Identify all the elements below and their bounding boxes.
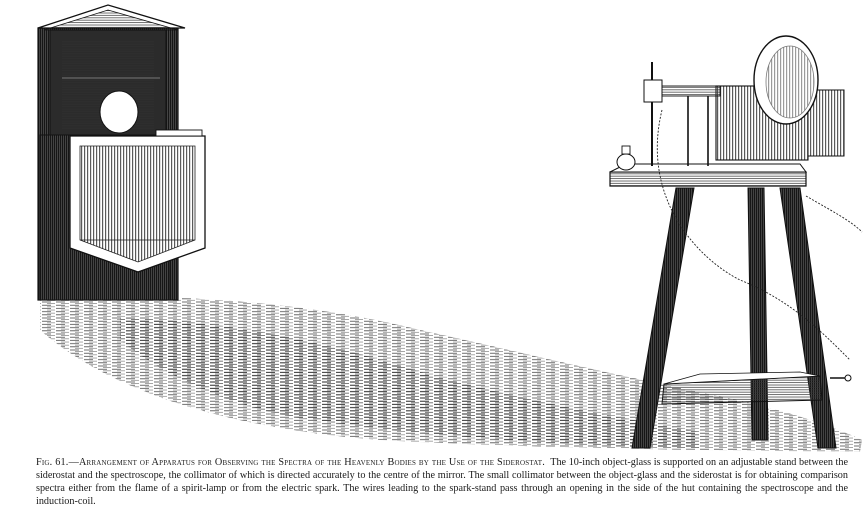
spirit-lamp: [617, 146, 635, 170]
siderostat-hut: [38, 5, 205, 300]
figure-caption: [36, 456, 848, 508]
spectroscope-stand: [610, 36, 862, 448]
caption-title: —Arrangement of Apparatus for Observing the Spectra of the Heavenly Bodies by the Use of the Siderostat.: [68, 457, 545, 468]
siderostat-mirror: [100, 91, 138, 133]
caption-body: The 10-inch object-glass is supported on an adjustable stand between the siderostat and the spectroscope, the collimator of which is directed accurately to the centre of the mirror. The small collimator between the object-glass and the siderostat is for obtaining comparison spectra either from the flame of a spirit-lamp or from the electric spark. The wires leading to the spark-stand pass through an opening in the side of the hut containing the spectroscope and the induction-coil.: [36, 457, 849, 507]
caption-label: Fig. 61.: [36, 457, 69, 468]
